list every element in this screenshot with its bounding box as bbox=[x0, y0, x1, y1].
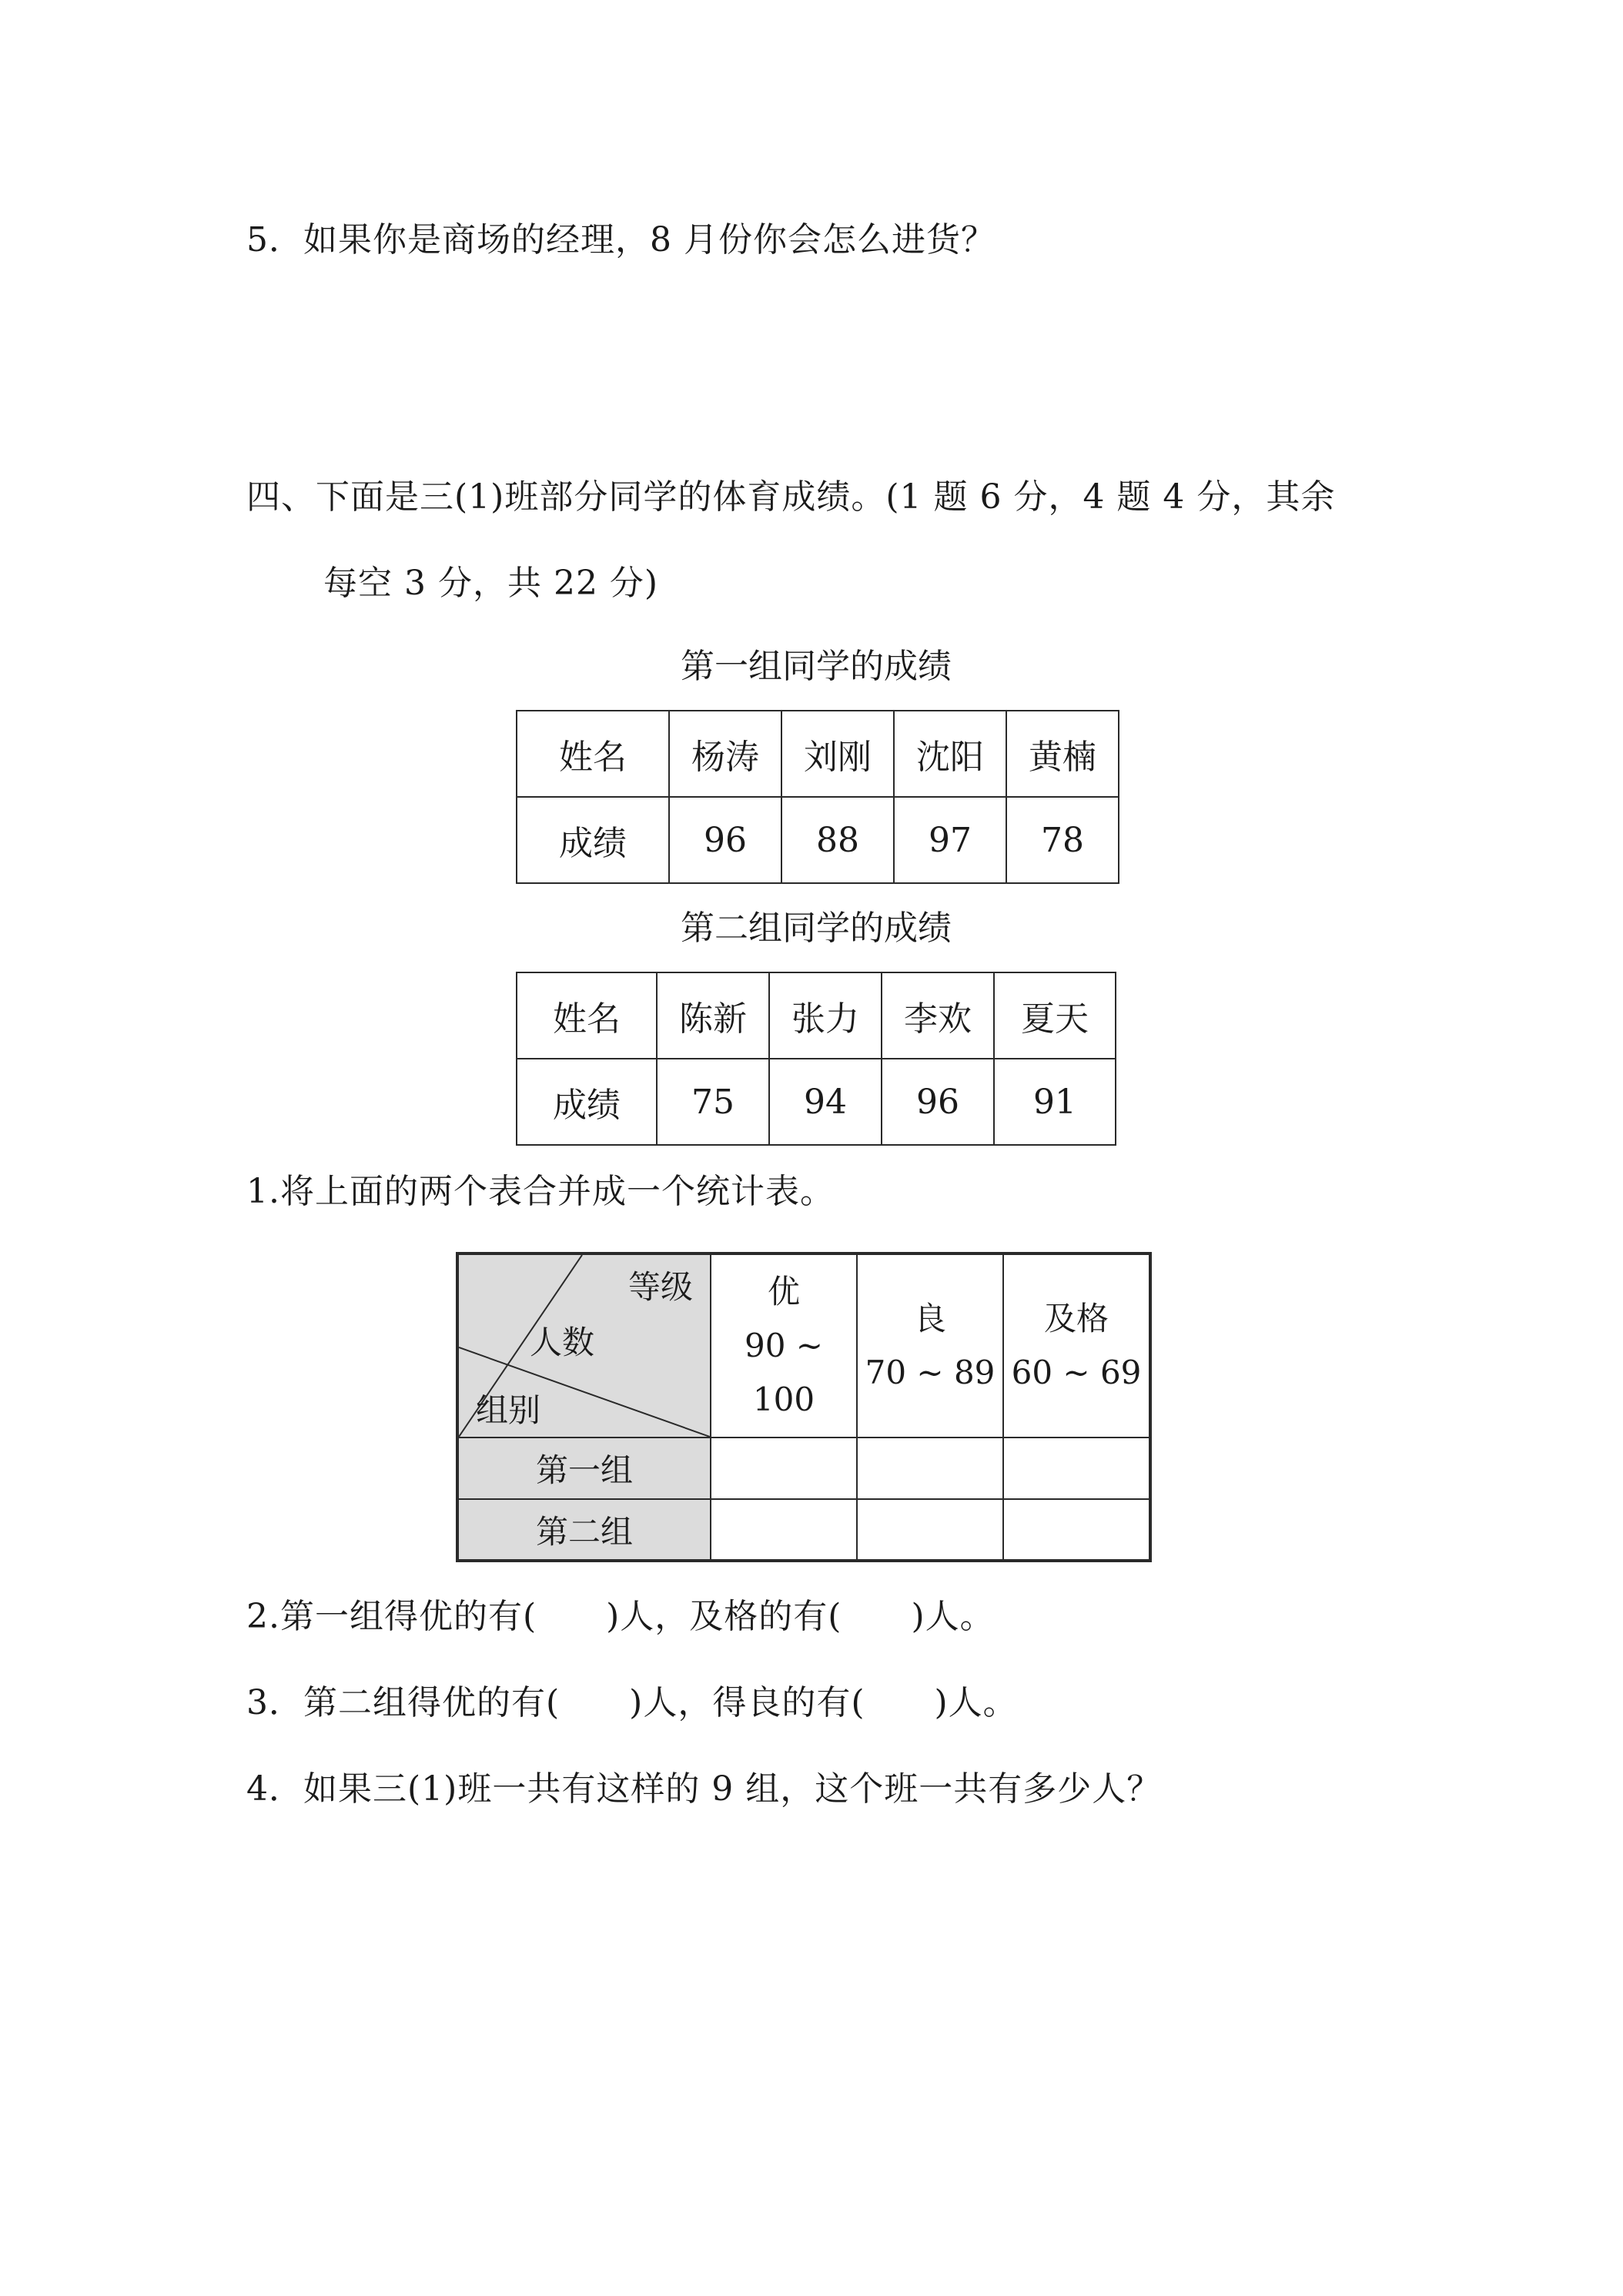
level-range: 60 ~ 69 bbox=[1011, 1354, 1142, 1391]
stat-header-row bbox=[457, 1253, 1150, 1438]
group1-name-cell: 沈阳 bbox=[894, 711, 1006, 797]
group1-name-header: 姓名 bbox=[517, 711, 669, 797]
stat-blank-cell[interactable] bbox=[711, 1499, 857, 1561]
level-name: 优 bbox=[767, 1273, 800, 1310]
group1-score-row bbox=[517, 797, 1119, 883]
group2-score-cell: 91 bbox=[994, 1059, 1116, 1145]
group2-name-cell: 夏天 bbox=[994, 972, 1116, 1059]
corner-label-group: 组别 bbox=[476, 1391, 541, 1429]
diagonal-header bbox=[459, 1255, 710, 1437]
group2-name-row bbox=[517, 972, 1116, 1059]
level-header-good bbox=[857, 1253, 1003, 1438]
stat-row-group2 bbox=[457, 1499, 1150, 1561]
question-3: 3．第二组得优的有( )人，得良的有( )人。 bbox=[246, 1683, 1018, 1722]
question-1: 1.将上面的两个表合并成一个统计表。 bbox=[246, 1172, 835, 1211]
question-2: 2.第一组得优的有( )人，及格的有( )人。 bbox=[246, 1597, 995, 1636]
group1-score-cell: 96 bbox=[669, 797, 781, 883]
group1-score-cell: 97 bbox=[894, 797, 1006, 883]
group2-score-cell: 94 bbox=[769, 1059, 882, 1145]
stat-blank-cell[interactable] bbox=[1003, 1438, 1150, 1499]
question-5: 5．如果你是商场的经理，8 月份你会怎么进货？ bbox=[246, 220, 996, 259]
group1-score-table bbox=[516, 710, 1119, 884]
group1-score-cell: 88 bbox=[781, 797, 894, 883]
stat-row-label: 第二组 bbox=[457, 1499, 711, 1561]
group2-name-cell: 陈新 bbox=[657, 972, 769, 1059]
group1-caption: 第一组同学的成绩 bbox=[681, 647, 952, 686]
question-4: 4．如果三(1)班一共有这样的 9 组，这个班一共有多少人？ bbox=[246, 1769, 1162, 1809]
stat-blank-cell[interactable] bbox=[711, 1438, 857, 1499]
group2-score-cell: 96 bbox=[882, 1059, 994, 1145]
stat-row-group1 bbox=[457, 1438, 1150, 1499]
group2-caption: 第二组同学的成绩 bbox=[681, 909, 952, 948]
level-range: 70 ~ 89 bbox=[865, 1354, 996, 1391]
group2-score-row bbox=[517, 1059, 1116, 1145]
group2-name-cell: 张力 bbox=[769, 972, 882, 1059]
group2-score-table bbox=[516, 972, 1116, 1146]
group1-name-cell: 黄楠 bbox=[1006, 711, 1119, 797]
group2-name-header: 姓名 bbox=[517, 972, 657, 1059]
corner-label-count: 人数 bbox=[530, 1324, 595, 1361]
stat-blank-cell[interactable] bbox=[1003, 1499, 1150, 1561]
group1-name-cell: 杨涛 bbox=[669, 711, 781, 797]
group2-name-cell: 李欢 bbox=[882, 972, 994, 1059]
group1-name-cell: 刘刚 bbox=[781, 711, 894, 797]
group2-score-header: 成绩 bbox=[517, 1059, 657, 1145]
group1-score-header: 成绩 bbox=[517, 797, 669, 883]
level-name: 良 bbox=[913, 1300, 946, 1337]
group2-score-cell: 75 bbox=[657, 1059, 769, 1145]
stat-blank-cell[interactable] bbox=[857, 1499, 1003, 1561]
level-name: 及格 bbox=[1043, 1300, 1109, 1337]
level-header-excellent bbox=[711, 1253, 857, 1438]
level-range: 90 ~ 100 bbox=[745, 1327, 823, 1418]
stat-row-label: 第一组 bbox=[457, 1438, 711, 1499]
statistics-table bbox=[456, 1252, 1152, 1562]
corner-label-level: 等级 bbox=[627, 1268, 693, 1306]
stat-corner-cell bbox=[457, 1253, 711, 1438]
section-4-heading-line1: 四、下面是三(1)班部分同学的体育成绩。(1 题 6 分，4 题 4 分，其余 bbox=[246, 477, 1336, 517]
section-4-heading-line2: 每空 3 分，共 22 分) bbox=[323, 564, 659, 603]
group1-name-row bbox=[517, 711, 1119, 797]
stat-blank-cell[interactable] bbox=[857, 1438, 1003, 1499]
group1-score-cell: 78 bbox=[1006, 797, 1119, 883]
level-header-pass bbox=[1003, 1253, 1150, 1438]
